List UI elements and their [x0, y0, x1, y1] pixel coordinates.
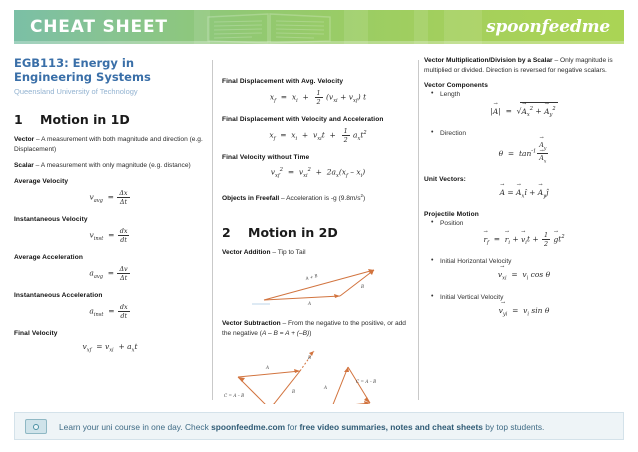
numerator: dx [119, 302, 128, 311]
formula-var: v [82, 341, 87, 351]
content-area [0, 56, 638, 404]
initial-horizontal-velocity-formula: $v_{xi}$ → = $v_i$ cos θ [424, 269, 624, 285]
avg-accel-label: Average Acceleration [14, 253, 83, 261]
fraction: $\frac{1}{2}$ [343, 127, 348, 144]
final-disp-accel-label: Final Displacement with Velocity and Acceleration [222, 116, 384, 123]
vector-definition [14, 135, 206, 154]
vector-direction-formula: $\theta = \tan^{-1}$ $\frac{A \to_y}{A \to_x}$ [424, 141, 624, 167]
final-velocity-formula: $v_{xf} = v_{xi} + a_xt$ [82, 341, 138, 353]
formula-sub: x [131, 347, 135, 353]
vector-subtraction-tail: ) [309, 329, 312, 337]
avg-accel-formula: $a_{avg}$ = $\frac{\Delta v}{\Delta t}$ [89, 264, 128, 282]
formula-var: a [89, 268, 94, 277]
section-heading-2 [222, 225, 414, 240]
inst-velocity-formula: $v_{inst}$ = $\frac{dx}{dt}$ [89, 226, 128, 244]
header-stripe [414, 10, 428, 44]
formula-var: t [134, 341, 138, 351]
monitor-icon [25, 419, 47, 434]
projectile-position-formula: $r \to_f = r \to_i + v \to_it$ + $\frac{1}{2}$ $g \to t^2$ [424, 231, 624, 249]
scalar-definition [14, 161, 206, 171]
vector-length-formula: |A →| = $√A \to_x^2 + A \to_y^2$ [424, 102, 624, 121]
avg-velocity-formula: $v_{avg}$ = $\frac{\Delta x}{\Delta t}$ [89, 188, 128, 206]
page-footer [14, 412, 624, 440]
svg-text:A: A [308, 301, 312, 307]
fraction: $\frac{A \to_y}{A \to_x}$ [537, 141, 548, 167]
unit-vectors-label: Unit Vectors: [424, 175, 466, 183]
avg-velocity-label: Average Velocity [14, 177, 69, 185]
svg-text:A + B: A + B [304, 273, 319, 282]
vector-subtraction-desc: – From the negative to the positive, or add the negative ( [222, 320, 406, 337]
numerator: Δv [119, 264, 128, 273]
fraction: $\frac{1}{2}$ [316, 89, 321, 106]
denominator: Δt [119, 273, 128, 282]
svg-text:B: B [361, 284, 365, 290]
bullet-position: • Position [440, 220, 624, 227]
inst-velocity-label: Instantaneous Velocity [14, 215, 88, 223]
footer-message [59, 421, 544, 433]
formula-sub: inst [93, 311, 104, 318]
vector-components-label: Vector Components [424, 82, 488, 89]
open-book-watermark-icon [206, 13, 336, 44]
section-name: Motion in 1D [40, 112, 130, 127]
scalar-term: Scalar [14, 162, 34, 169]
footer-highlight: free video summaries, notes and cheat sheets [299, 422, 483, 432]
section-name: Motion in 2D [248, 224, 338, 240]
inst-accel-label: Instantaneous Acceleration [14, 291, 103, 299]
denominator: dt [120, 235, 127, 244]
university-name: Queensland University of Technology [14, 87, 138, 96]
numerator: Δx [119, 188, 128, 197]
final-velocity-label: Final Velocity [14, 329, 58, 337]
freefall-note [222, 191, 414, 204]
header-banner [14, 10, 624, 44]
fraction: $\frac{1}{2}$ [544, 231, 549, 249]
svg-text:A: A [324, 385, 328, 391]
bullet-initial-vertical-velocity: • Initial Vertical Velocity [440, 294, 624, 301]
projectile-motion-label: Projectile Motion [424, 211, 479, 219]
formula-sub: avg [93, 273, 103, 280]
vector-subtraction-note [222, 319, 414, 338]
vector-subtraction-formula: A – B = A + (–B) [261, 329, 310, 337]
freefall-tail: ) [363, 195, 366, 203]
freefall-exponent: 2 [360, 193, 364, 198]
column-middle [222, 56, 414, 404]
formula-var: v [89, 230, 94, 239]
scalar-mult-term: Vector Multiplication/Division by a Scalar [424, 57, 553, 64]
svg-text:C = A – B: C = A – B [356, 379, 377, 385]
vector-addition-note [222, 248, 414, 258]
scalar-desc: – A measurement with only magnitude (e.g. distance) [33, 162, 191, 169]
column-left [14, 56, 206, 404]
formula-sub: avg [93, 197, 103, 204]
bullet-initial-horizontal-velocity: • Initial Horizontal Velocity [440, 258, 624, 265]
bullet-length: • Length [440, 91, 624, 98]
svg-text:B: B [308, 355, 312, 361]
inst-accel-formula: $a_{inst}$ = $\frac{dx}{dt}$ [89, 302, 128, 320]
freefall-desc: – Acceleration is -g (9.8m/s [279, 195, 361, 203]
page-title: CHEAT SHEET [30, 17, 168, 37]
svg-text:B: B [292, 389, 296, 395]
brand-logo: spoonfeedme [486, 17, 610, 37]
footer-site-link[interactable]: spoonfeedme.com [211, 422, 286, 432]
course-title: EGB113: Energy in Engineering Systems [14, 56, 151, 84]
vector-addition-diagram [222, 264, 414, 311]
denominator: dt [120, 311, 128, 320]
formula-var: a [89, 306, 94, 315]
section-heading-1 [14, 112, 206, 127]
vector-addition-term: Vector Addition [222, 248, 271, 256]
final-disp-avg-label: Final Displacement with Avg. Velocity [222, 78, 344, 85]
freefall-term: Objects in Freefall [222, 195, 280, 203]
formula-sub: xf [86, 347, 92, 353]
formula-var: v [89, 192, 94, 201]
section-number: 1 [14, 112, 23, 127]
header-stripe [344, 10, 368, 44]
vector-subtraction-diagram [222, 345, 414, 404]
section-number: 2 [222, 224, 231, 240]
scalar-multiplication-note [424, 56, 624, 75]
footer-text-part2: for [285, 422, 300, 432]
initial-vertical-velocity-formula: $v_{yi}$ → = $v_i$ sin θ [424, 305, 624, 321]
formula-var: v [104, 341, 110, 351]
bullet-direction: • Direction [440, 130, 624, 137]
column-right [424, 56, 624, 404]
vector-subtraction-term: Vector Subtraction [222, 320, 281, 328]
scalar-mult-desc: – Only magnitude is multiplied or divided. Direction is reversed for negative scalars. [424, 57, 613, 74]
final-disp-avg-formula: $x_f = x_i$ + $\frac{1}{2}$ $(v_{xi} + v_{xf})$ t [269, 89, 367, 106]
vector-addition-desc: – Tip to Tail [270, 248, 306, 256]
final-disp-accel-formula: $x_f = x_i + v_{xi}t$ + $\frac{1}{2}$ $a_xt^2$ [269, 127, 367, 144]
column-divider-1 [212, 60, 213, 400]
column-divider-2 [418, 60, 419, 400]
final-vel-no-time-formula: $v_{xf}^2 = v_{xi}^2 + 2a_x(x_f - x_i)$ [270, 167, 366, 179]
fraction [118, 303, 130, 320]
formula-var: a [127, 341, 132, 351]
footer-text-part3: by top students. [482, 422, 545, 432]
vector-term: Vector [14, 136, 35, 143]
page-header [0, 0, 638, 50]
svg-text:A: A [266, 365, 270, 371]
denominator: Δt [119, 197, 128, 206]
fraction [117, 265, 129, 282]
fraction [117, 189, 129, 206]
numerator: dx [119, 226, 128, 235]
header-stripe [444, 10, 482, 44]
footer-text-part1: Learn your uni course in one day. Check [59, 422, 212, 432]
svg-text:C = A – B: C = A – B [224, 393, 245, 399]
unit-vectors-formula: A → = $A \to_xî + A$ $\to_yĵ$ [424, 187, 624, 203]
vector-desc: – A measurement with both magnitude and direction (e.g. Displacement) [14, 136, 203, 153]
formula-sub: xi [109, 347, 114, 353]
fraction [118, 227, 130, 244]
final-vel-no-time-label: Final Velocity without Time [222, 154, 310, 161]
formula-sub: inst [93, 235, 104, 242]
